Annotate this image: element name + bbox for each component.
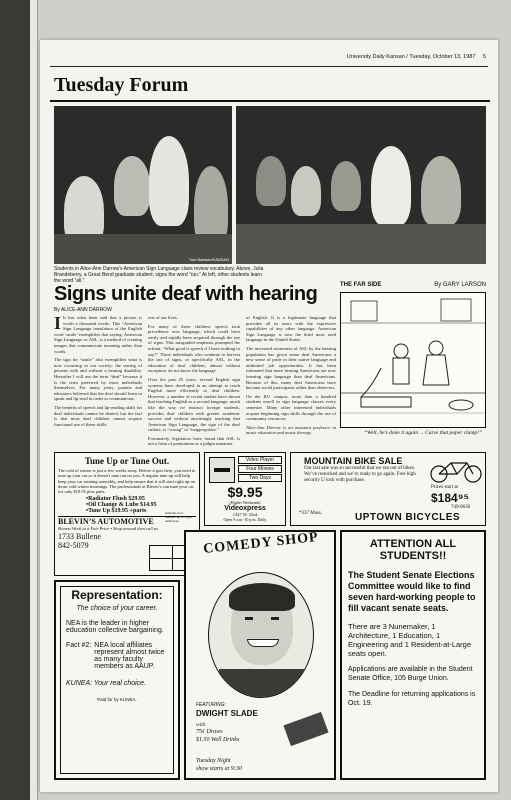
ad-title: MOUNTAIN BIKE SALE <box>304 456 403 466</box>
ad-body: The cold of winter is just a few weeks away. Before it gets here, you need to tune up your car so it doesn’t tune out on you. A regular tune up will help keep your car running smoothly, and help ensure that it will start right up on those cold winter mornings. The professionals at Blevin’s can tune your car for only $19.95 plus parts. <box>58 468 196 495</box>
photo-caption: Students in Alice-Ann Darrow’s American Sign Language class review vocabulary. Above, Julia Brandeberry, a Great Bend graduate student, signs the word “run.” At left, other students learn the word “all.” <box>54 266 264 284</box>
article-paragraph: of English. It is a legitimate language that provides all its users with the expressive capabilities of any other language. American Sign Language is now the third most used language in the United States. <box>246 315 336 343</box>
business-tagline: Honest Work at a Fair Price • Shop around then call us. <box>58 526 159 532</box>
price-label: Prices start at <box>431 485 458 490</box>
ad-title: COMEDY SHOP <box>202 529 320 558</box>
article-paragraph: rest of our lives. <box>148 315 178 320</box>
article-column-1 <box>54 315 142 430</box>
article-paragraph: Fortunately, legislators have found that ASL is not a form of pantomime or a pidgin mutation <box>148 435 240 447</box>
featuring-label: FEATURING: <box>196 702 226 708</box>
bike-phone: 749-0636 <box>451 505 471 510</box>
video-price: $9.95 <box>227 484 263 500</box>
video-address: 1447 W. 23rd <box>232 512 258 517</box>
article-paragraph: It has often been said that a picture is worth a thousand words. This “American Sign Language translation of the English word ‘smile’ exemplifies that saying. American Sign Language, or ASL, is a method of creating images that communicate meaning rather than words. <box>54 315 142 354</box>
binder-strip <box>30 0 38 800</box>
video-label: Two Days <box>238 474 282 482</box>
open-seats: There are 3 Nunemaker, 1 Architecture, 1 Education, 1 Engineering and 1 Resident-at-Large seats open. <box>348 622 471 658</box>
article-paragraph: On the KU campus, more than a hundred students enroll in sign language classes every semester. Many other interested individuals acquire beginning sign skills through the use of community resources. <box>246 393 336 422</box>
performer-portrait <box>208 572 314 698</box>
photo-credit: Tom Baldwin/KANSAN <box>188 257 229 262</box>
fact-block <box>66 642 168 670</box>
bike-address: *337 Mass. <box>299 511 323 516</box>
kunea-ad <box>54 580 180 780</box>
service-note: includes new thermo. up to 2 gal. antifreeze <box>165 511 193 523</box>
article-byline: By ALICE-ANN DARROW <box>54 307 112 313</box>
article-paragraph: The benefits of speech and lip-reading skills for deaf individuals cannot be denied, but the fact is that most deaf children cannot acquire functional use of these skills. <box>54 404 142 427</box>
comic-illustration <box>340 292 486 428</box>
binder-edge <box>0 0 30 800</box>
article-column-3 <box>246 315 336 439</box>
ad-body: The Student Senate Elections Committee would like to find seven hard-working people to fill vacant senate seats. <box>348 570 476 613</box>
ad-title: Tune Up or Tune Out. <box>84 456 170 466</box>
page-number: 5 <box>482 54 486 60</box>
page-header <box>347 54 486 60</box>
comic-title: THE FAR SIDE <box>340 282 382 288</box>
service-item: •Tune Up $19.95 +parts <box>86 508 147 515</box>
header-rule <box>50 66 488 67</box>
bicycle-icon <box>429 457 483 488</box>
article-paragraph: The increased awareness of ASL by the hearing population has given some deaf Americans a new sense of pride in their native language and unlimited job opportunities. It has been estimated that more hearing Americans are now learning sign language than deaf Americans. Because of this, many deaf Americans have become social participants rather than observers. <box>246 345 336 391</box>
article-paragraph: For many of these children, speech took precedence over language, which could have easily and rapidly been acquired through the use of signs. This misguided emphasis prompted the refrain, “What good is speech if I have nothing to say?” Those individuals who continue to harvest the use of signs, or specifically ASL, in the education of deaf children, almost without exception, do not know the language. <box>148 323 240 374</box>
classroom-photo-left <box>54 106 232 264</box>
vcr-icon <box>209 457 235 483</box>
fact-label: Fact #2: <box>66 642 92 649</box>
drink-special: $1.50 Well Drinks <box>196 737 240 743</box>
author-note: Alice-Ann Darrow is an assistant professor in music education and music therapy. <box>246 424 336 436</box>
section-title: Tuesday Forum <box>54 74 189 96</box>
bike-store: UPTOWN BICYCLES <box>355 512 461 523</box>
comic-author: By GARY LARSON <box>434 282 486 288</box>
ad-title: ATTENTION ALL STUDENTS!! <box>369 538 457 562</box>
business-phone: 842-5079 <box>58 541 89 551</box>
blevins-ad <box>54 452 200 576</box>
video-label: Four Movies <box>238 465 282 473</box>
service-item: •Radiator Flush $29.95 <box>86 496 145 503</box>
business-name: BLEVIN’S AUTOMOTIVE <box>58 516 196 526</box>
masthead: University Daily Kansan / Tuesday, October 13, 1987 <box>346 54 476 60</box>
student-senate-ad <box>340 530 486 780</box>
newspaper-page <box>40 40 498 792</box>
drop-cap: I <box>54 313 62 333</box>
videoxpress-ad <box>204 452 286 526</box>
fact-text: NEA local affiliates represent almost twice as many faculty members as AAUP. <box>94 642 165 670</box>
far-side-comic <box>340 282 486 450</box>
video-note: (Higher Weekends) <box>229 500 261 505</box>
video-store: Videoxpress <box>224 505 266 512</box>
drink-with: with <box>196 722 206 728</box>
article-paragraph: The sign for “smile” also exemplifies what is now occurring in our society: the staring of persons with and without a hearing disability. Hereafter I will use the term “deaf” because it is the term preferred by most individuals themselves. For many years, parents and educators believed that the deaf should learn to speak and lip-read in order to communicate. <box>54 357 142 402</box>
microphone-icon <box>283 712 328 746</box>
comic-caption: “Well, he’s done it again ... Curse that paper clamp!” <box>363 430 483 436</box>
uptown-bicycles-ad <box>290 452 486 526</box>
bike-price: $184⁹⁵ <box>431 491 470 505</box>
ad-subtitle: The choice of your career. <box>76 605 158 612</box>
paid-notice: Paid for by KUNEA. <box>97 697 137 702</box>
video-hours: Open 9 a.m.-10 p.m. Daily <box>223 517 267 522</box>
drink-special: 75¢ Draws <box>196 729 223 735</box>
application-info: Applications are available in the Student Senate Office, 105 Burge Union. <box>348 666 473 682</box>
show-time: show starts at 9:30 <box>196 766 242 772</box>
article-paragraph: Over the past 25 years, several English sign systems have developed in an attempt to teach English more efficiently to deaf children. However, a number of recent studies have shown that teaching English as a second language, much like the way we instruct foreign students, provides deaf children with greater academic success and without unwittingly teaching that American Sign Language, the sign of the deaf culture, is “wrong” or “inappropriate.” <box>148 376 240 433</box>
deadline-info: The Deadline for returning applications is Oct. 19. <box>348 691 476 707</box>
business-address: 1733 Bullene <box>58 532 101 542</box>
article-headline: Signs unite deaf with hearing <box>54 283 318 305</box>
performer-name: DWIGHT SLADE <box>196 709 258 718</box>
ad-body: Our last sale was so successful that we ran out of bikes. We’ve restocked and we’re ready to go again. Free high security U lock with purchase. <box>304 466 416 483</box>
comedy-shop-ad <box>184 530 336 780</box>
ad-slogan: KUNEA: Your real choice. <box>66 680 147 687</box>
classroom-photo-right <box>236 106 486 264</box>
article-column-2 <box>148 315 240 450</box>
ad-title: Representation: <box>71 588 163 602</box>
section-rule <box>50 100 490 102</box>
show-night: Tuesday Night <box>196 758 231 764</box>
ad-body: NEA is the leader in higher education collective bargaining. <box>66 620 164 634</box>
service-item: •Oil Change & Lube $14.95 <box>86 502 157 509</box>
video-label: Video Player <box>238 456 282 464</box>
